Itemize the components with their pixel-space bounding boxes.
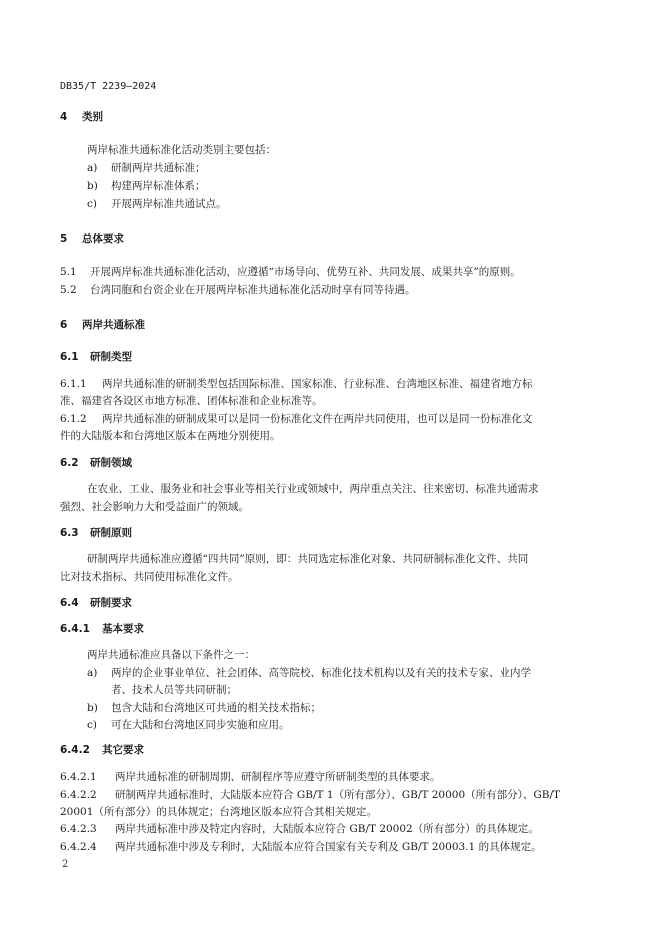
section-title: 总体要求 xyxy=(82,233,124,245)
section-title: 类别 xyxy=(82,111,103,123)
section-number: 5 xyxy=(60,233,68,245)
clause-6-1-2-line-1 xyxy=(60,412,533,426)
list-marker: c) xyxy=(87,198,97,210)
document-code: DB35/T 2239—2024 xyxy=(60,81,157,92)
clause-5-1 xyxy=(60,265,521,279)
subsection-number: 6.3 xyxy=(60,527,79,539)
list-text: 构建两岸标准体系； xyxy=(111,180,206,192)
subsection-title: 研制要求 xyxy=(90,597,132,609)
clause-text: 台湾同胞和台资企业在开展两岸标准共通标准化活动时享有同等待遇。 xyxy=(90,284,416,296)
section-title: 两岸共通标准 xyxy=(82,319,145,331)
clause-text: 研制两岸共通标准时，大陆版本应符合 GB/T 1（所有部分）、GB/T 20000（所有部分）、GB/T xyxy=(115,789,561,801)
list-item xyxy=(87,701,321,715)
clause-6-1-1-line-2: 准、福建省各设区市地方标准、团体标准和企业标准等。 xyxy=(60,395,323,407)
subsection-title: 研制原则 xyxy=(90,527,132,539)
list-marker: c) xyxy=(87,719,97,731)
subsection-number: 6.4 xyxy=(60,597,79,609)
subsection-title: 其它要求 xyxy=(102,744,144,756)
clause-number: 5.1 xyxy=(60,266,77,278)
list-text: 包含大陆和台湾地区可共通的相关技术指标； xyxy=(111,702,321,714)
clause-text: 两岸共通标准的研制成果可以是同一份标准化文件在两岸共同使用，也可以是同一份标准化文 xyxy=(102,413,533,425)
clause-6-4-2-2-line-1 xyxy=(60,788,560,802)
subsection-title: 基本要求 xyxy=(102,623,144,635)
list-marker: a) xyxy=(87,162,98,174)
subsection-6-1-heading xyxy=(60,350,132,364)
paragraph-6-2-line-1: 在农业、工业、服务业和社会事业等相关行业或领域中，两岸重点关注、往来密切、标准共通需求 xyxy=(87,483,539,495)
subsection-6-4-heading xyxy=(60,596,132,610)
section-4-heading xyxy=(60,110,103,124)
clause-number: 6.4.2.4 xyxy=(60,841,97,853)
clause-text: 两岸共通标准的研制类型包括国际标准、国家标准、行业标准、台湾地区标准、福建省地方标 xyxy=(102,378,533,390)
requirements-intro: 两岸共通标准应具备以下条件之一： xyxy=(87,649,255,661)
paragraph-6-3-line-2: 比对技术指标、共同使用标准化文件。 xyxy=(60,571,239,583)
clause-6-4-2-3 xyxy=(60,822,539,836)
clause-number: 6.1.2 xyxy=(60,413,87,425)
list-item xyxy=(87,179,206,193)
clause-5-2 xyxy=(60,283,416,297)
list-text: 可在大陆和台湾地区同步实施和应用。 xyxy=(111,719,290,731)
clause-text: 两岸共通标准中涉及专利时，大陆版本应符合国家有关专利及 GB/T 20003.1 的具体规定。 xyxy=(115,841,542,853)
subsection-number: 6.4.2 xyxy=(60,744,90,756)
clause-6-1-2-line-2: 件的大陆版本和台湾地区版本在两地分别使用。 xyxy=(60,430,281,442)
subsection-number: 6.1 xyxy=(60,351,79,363)
section-number: 4 xyxy=(60,111,68,123)
list-marker: b) xyxy=(87,702,98,714)
paragraph-6-2-line-2: 强烈、社会影响力大和受益面广的领域。 xyxy=(60,501,249,513)
section-6-heading xyxy=(60,318,145,332)
list-text: 开展两岸标准共通试点。 xyxy=(111,198,227,210)
clause-6-4-2-1 xyxy=(60,770,441,784)
section-number: 6 xyxy=(60,319,68,331)
list-marker: a) xyxy=(87,667,98,679)
clause-text: 两岸共通标准中涉及特定内容时，大陆版本应符合 GB/T 20002（所有部分）的具体规定。 xyxy=(115,823,539,835)
subsection-6-2-heading xyxy=(60,456,132,470)
section-5-heading xyxy=(60,232,124,246)
subsection-number: 6.2 xyxy=(60,457,79,469)
subsection-6-4-1-heading xyxy=(60,622,144,636)
clause-6-4-2-4 xyxy=(60,840,542,854)
subsection-number: 6.4.1 xyxy=(60,623,90,635)
list-item xyxy=(87,666,531,680)
clause-number: 6.4.2.2 xyxy=(60,789,97,801)
clause-number: 6.1.1 xyxy=(60,378,87,390)
list-item xyxy=(87,197,227,211)
subsection-title: 研制类型 xyxy=(90,351,132,363)
clause-text: 开展两岸标准共通标准化活动，应遵循“市场导向、优势互补、共同发展、成果共享”的原则。 xyxy=(90,266,521,278)
clause-number: 6.4.2.1 xyxy=(60,771,97,783)
subsection-6-4-2-heading xyxy=(60,743,144,757)
page-number: 2 xyxy=(62,859,69,870)
clause-number: 6.4.2.3 xyxy=(60,823,97,835)
subsection-6-3-heading xyxy=(60,526,132,540)
subsection-title: 研制领域 xyxy=(90,457,132,469)
list-item xyxy=(87,718,290,732)
clause-text: 两岸共通标准的研制周期、研制程序等应遵守所研制类型的具体要求。 xyxy=(115,771,441,783)
section-4-intro: 两岸标准共通标准化活动类别主要包括： xyxy=(87,144,276,156)
list-marker: b) xyxy=(87,180,98,192)
list-item xyxy=(87,161,206,175)
clause-number: 5.2 xyxy=(60,284,77,296)
list-item-continuation: 者、技术人员等共同研制； xyxy=(111,684,237,696)
list-text: 两岸的企业事业单位、社会团体、高等院校、标准化技术机构以及有关的技术专家、业内学 xyxy=(111,667,531,679)
clause-6-1-1-line-1 xyxy=(60,377,533,391)
clause-6-4-2-2-line-2: 20001（所有部分）的具体规定；台湾地区版本应符合其相关规定。 xyxy=(60,806,377,818)
paragraph-6-3-line-1: 研制两岸共通标准应遵循“四共同”原则，即：共同选定标准化对象、共同研制标准化文件、共同 xyxy=(87,553,529,565)
list-text: 研制两岸共通标准； xyxy=(111,162,206,174)
